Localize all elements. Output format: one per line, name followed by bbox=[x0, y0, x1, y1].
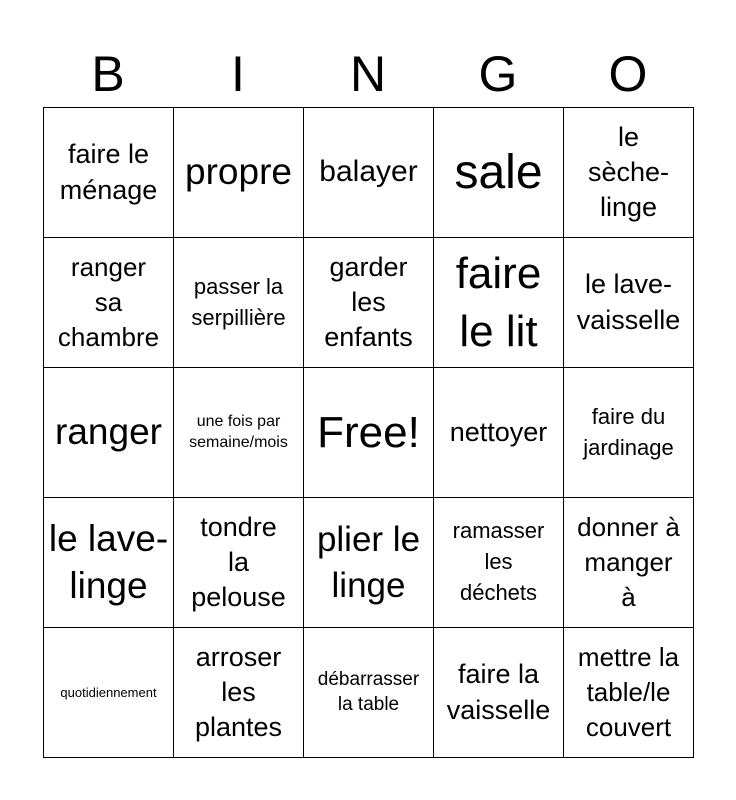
cell-label: ramasser les déchets bbox=[452, 518, 545, 605]
bingo-cell-r1-c0[interactable] bbox=[44, 238, 174, 368]
cell-label: faire le ménage bbox=[59, 139, 158, 205]
cell-label: une fois par semaine/mois bbox=[189, 412, 288, 451]
bingo-cell-r0-c1[interactable] bbox=[174, 108, 304, 238]
header-letter-b: B bbox=[91, 46, 125, 102]
bingo-cell-r3-c0[interactable] bbox=[44, 498, 174, 628]
header-letter-n: N bbox=[349, 46, 387, 102]
bingo-cell-r0-c0[interactable] bbox=[44, 108, 174, 238]
bingo-cell-r2-c0[interactable] bbox=[44, 368, 174, 498]
bingo-cell-r1-c4[interactable] bbox=[564, 238, 694, 368]
bingo-board bbox=[43, 107, 694, 758]
cell-label: balayer bbox=[319, 155, 418, 189]
bingo-cell-r2-c4[interactable] bbox=[564, 368, 694, 498]
cell-label: tondre la pelouse bbox=[191, 511, 286, 613]
bingo-cell-r2-c3[interactable] bbox=[434, 368, 564, 498]
bingo-cell-r1-c2[interactable] bbox=[304, 238, 434, 368]
bingo-cell-r4-c1[interactable] bbox=[174, 628, 304, 758]
cell-label: arroser les plantes bbox=[194, 641, 283, 743]
cell-label: le sèche- linge bbox=[587, 121, 670, 223]
bingo-cell-r4-c4[interactable] bbox=[564, 628, 694, 758]
cell-label: nettoyer bbox=[449, 416, 548, 447]
cell-label: faire du jardinage bbox=[583, 403, 674, 460]
bingo-cell-r4-c0[interactable] bbox=[44, 628, 174, 758]
header-letter-g: G bbox=[478, 46, 518, 102]
cell-label: le lave- vaisselle bbox=[576, 269, 681, 335]
bingo-cell-r0-c2[interactable] bbox=[304, 108, 434, 238]
bingo-cell-r0-c3[interactable] bbox=[434, 108, 564, 238]
cell-label: sale bbox=[454, 145, 543, 199]
cell-label: garder les enfants bbox=[324, 251, 413, 353]
cell-label: ranger sa chambre bbox=[57, 251, 160, 353]
header-letter-i: I bbox=[231, 46, 245, 102]
bingo-cell-r2-c1[interactable] bbox=[174, 368, 304, 498]
bingo-header bbox=[43, 40, 693, 108]
bingo-cell-r3-c3[interactable] bbox=[434, 498, 564, 628]
cell-label: mettre la table/le couvert bbox=[577, 641, 680, 743]
bingo-cell-r3-c2[interactable] bbox=[304, 498, 434, 628]
bingo-cell-r3-c4[interactable] bbox=[564, 498, 694, 628]
cell-label: donner à manger à bbox=[577, 511, 680, 613]
cell-label: débarrasser la table bbox=[317, 668, 420, 715]
cell-label: Free! bbox=[317, 407, 420, 457]
cell-label: ranger bbox=[55, 411, 162, 453]
cell-label: faire le lit bbox=[455, 249, 542, 356]
bingo-cell-r1-c1[interactable] bbox=[174, 238, 304, 368]
bingo-cell-r4-c2[interactable] bbox=[304, 628, 434, 758]
bingo-cell-r0-c4[interactable] bbox=[564, 108, 694, 238]
cell-label: passer la serpillière bbox=[191, 273, 286, 330]
cell-label: le lave- linge bbox=[48, 518, 169, 606]
header-letter-o: O bbox=[608, 46, 648, 102]
bingo-cell-r4-c3[interactable] bbox=[434, 628, 564, 758]
cell-label: plier le linge bbox=[316, 520, 421, 605]
cell-label: faire la vaisselle bbox=[446, 659, 551, 725]
bingo-cell-r3-c1[interactable] bbox=[174, 498, 304, 628]
bingo-cell-r2-c2[interactable] bbox=[304, 368, 434, 498]
bingo-cell-r1-c3[interactable] bbox=[434, 238, 564, 368]
cell-label: quotidiennement bbox=[60, 684, 157, 700]
cell-label: propre bbox=[185, 151, 292, 193]
